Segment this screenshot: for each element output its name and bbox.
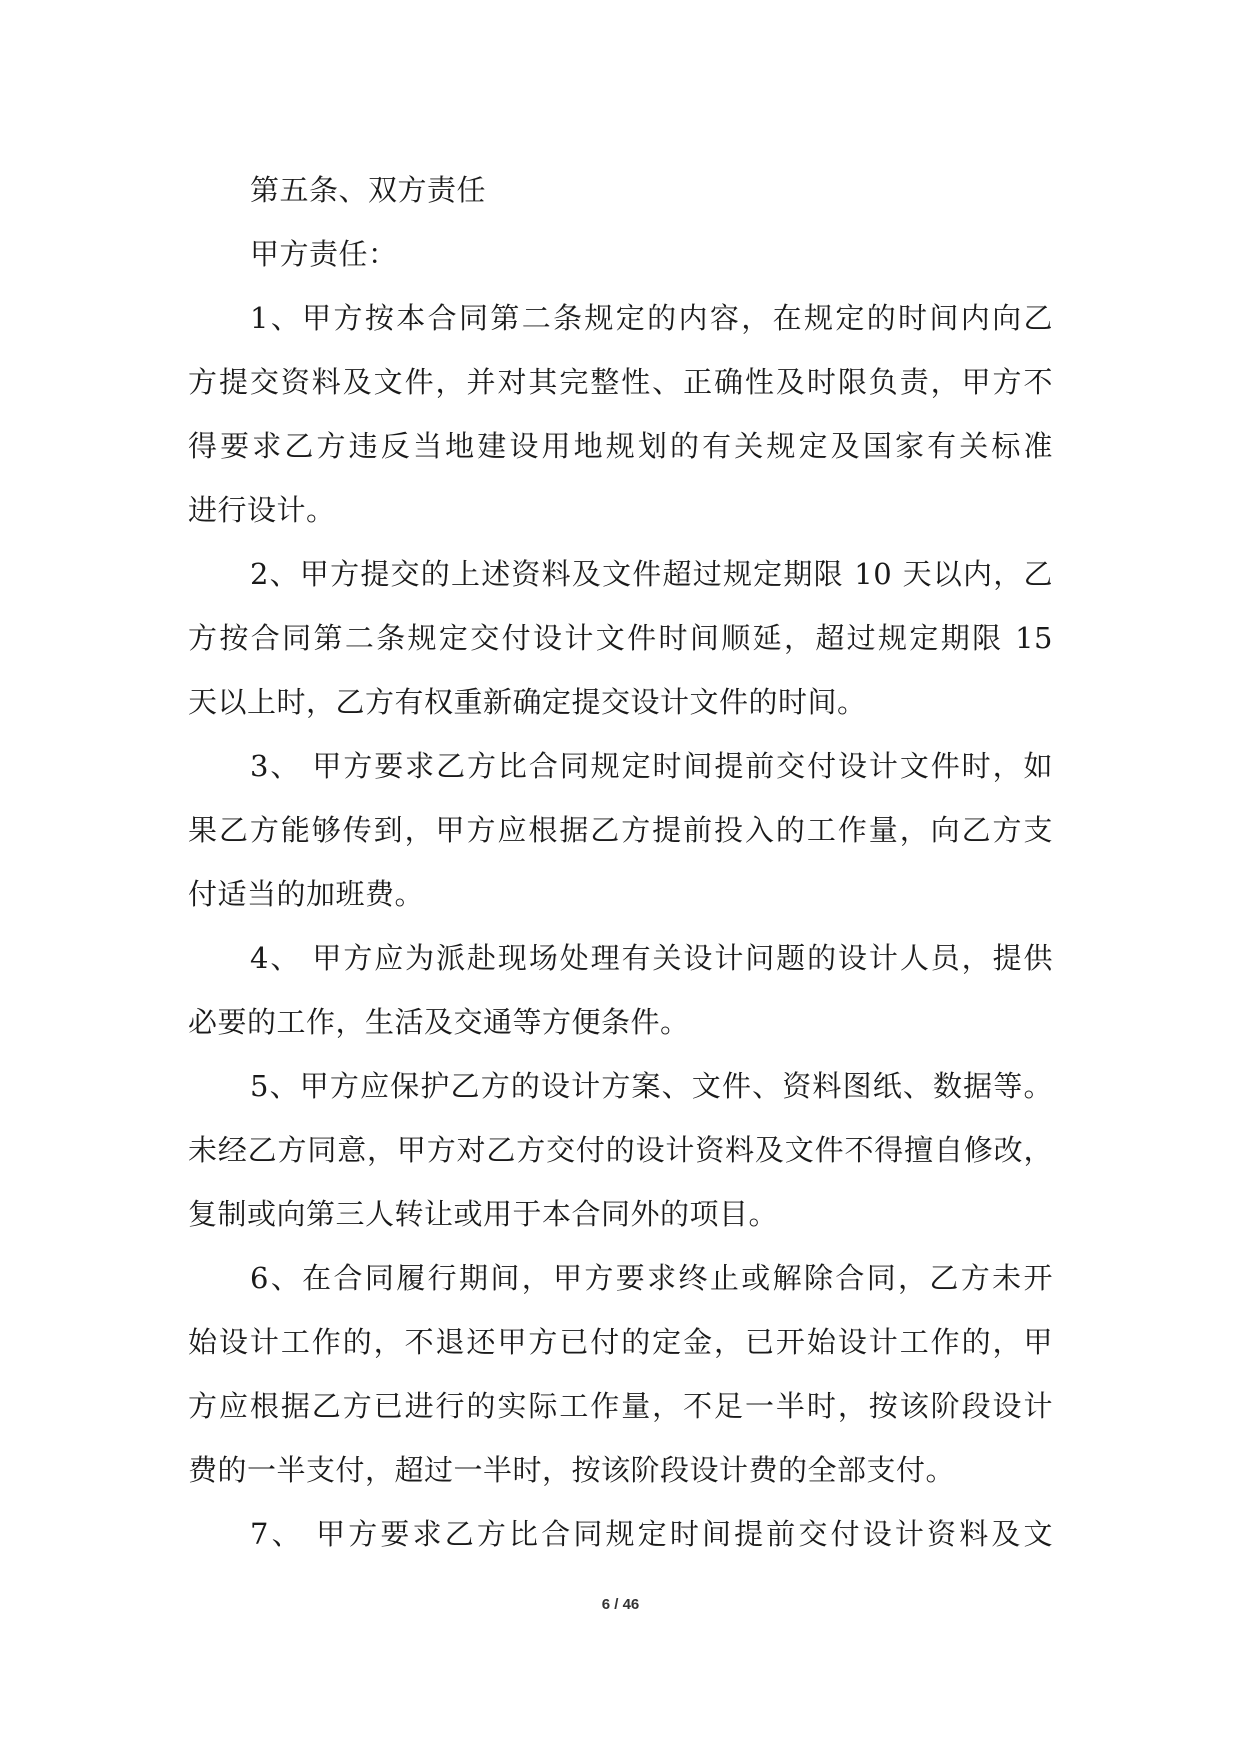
paragraph-line: 方应根据乙方已进行的实际工作量，不足一半时，按该阶段设计	[188, 1389, 1053, 1423]
paragraph-line: 1、甲方按本合同第二条规定的内容，在规定的时间内向乙	[250, 301, 1053, 335]
section-heading: 甲方责任：	[250, 237, 398, 271]
paragraph-line: 6、在合同履行期间，甲方要求终止或解除合同，乙方未开	[250, 1261, 1053, 1295]
paragraph-line: 2、甲方提交的上述资料及文件超过规定期限 10 天以内，乙	[250, 557, 1053, 591]
paragraph-line: 天以上时，乙方有权重新确定提交设计文件的时间。	[188, 685, 867, 719]
paragraph-line: 未经乙方同意，甲方对乙方交付的设计资料及文件不得擅自修改，	[188, 1133, 1053, 1167]
paragraph-line: 3、 甲方要求乙方比合同规定时间提前交付设计文件时，如	[250, 749, 1053, 783]
paragraph-line: 方提交资料及文件，并对其完整性、正确性及时限负责，甲方不	[188, 365, 1053, 399]
paragraph-line: 始设计工作的，不退还甲方已付的定金，已开始设计工作的，甲	[188, 1325, 1053, 1359]
paragraph-line: 复制或向第三人转让或用于本合同外的项目。	[188, 1197, 779, 1231]
paragraph-line: 5、甲方应保护乙方的设计方案、文件、资料图纸、数据等。	[250, 1069, 1053, 1103]
paragraph-line: 费的一半支付，超过一半时，按该阶段设计费的全部支付。	[188, 1453, 956, 1487]
paragraph-line: 4、 甲方应为派赴现场处理有关设计问题的设计人员，提供	[250, 941, 1053, 975]
paragraph-line: 果乙方能够传到，甲方应根据乙方提前投入的工作量，向乙方支	[188, 813, 1053, 847]
paragraph-line: 必要的工作，生活及交通等方便条件。	[188, 1005, 690, 1039]
page-number: 6 / 46	[601, 1596, 640, 1613]
paragraph-line: 付适当的加班费。	[188, 877, 425, 911]
paragraph-line: 进行设计。	[188, 493, 336, 527]
paragraph-line: 7、 甲方要求乙方比合同规定时间提前交付设计资料及文	[250, 1517, 1053, 1551]
document-body	[188, 158, 1053, 1566]
article-heading: 第五条、双方责任	[250, 173, 487, 207]
paragraph-line: 方按合同第二条规定交付设计文件时间顺延，超过规定期限 15	[188, 621, 1053, 655]
paragraph-line: 得要求乙方违反当地建设用地规划的有关规定及国家有关标准	[188, 429, 1053, 463]
